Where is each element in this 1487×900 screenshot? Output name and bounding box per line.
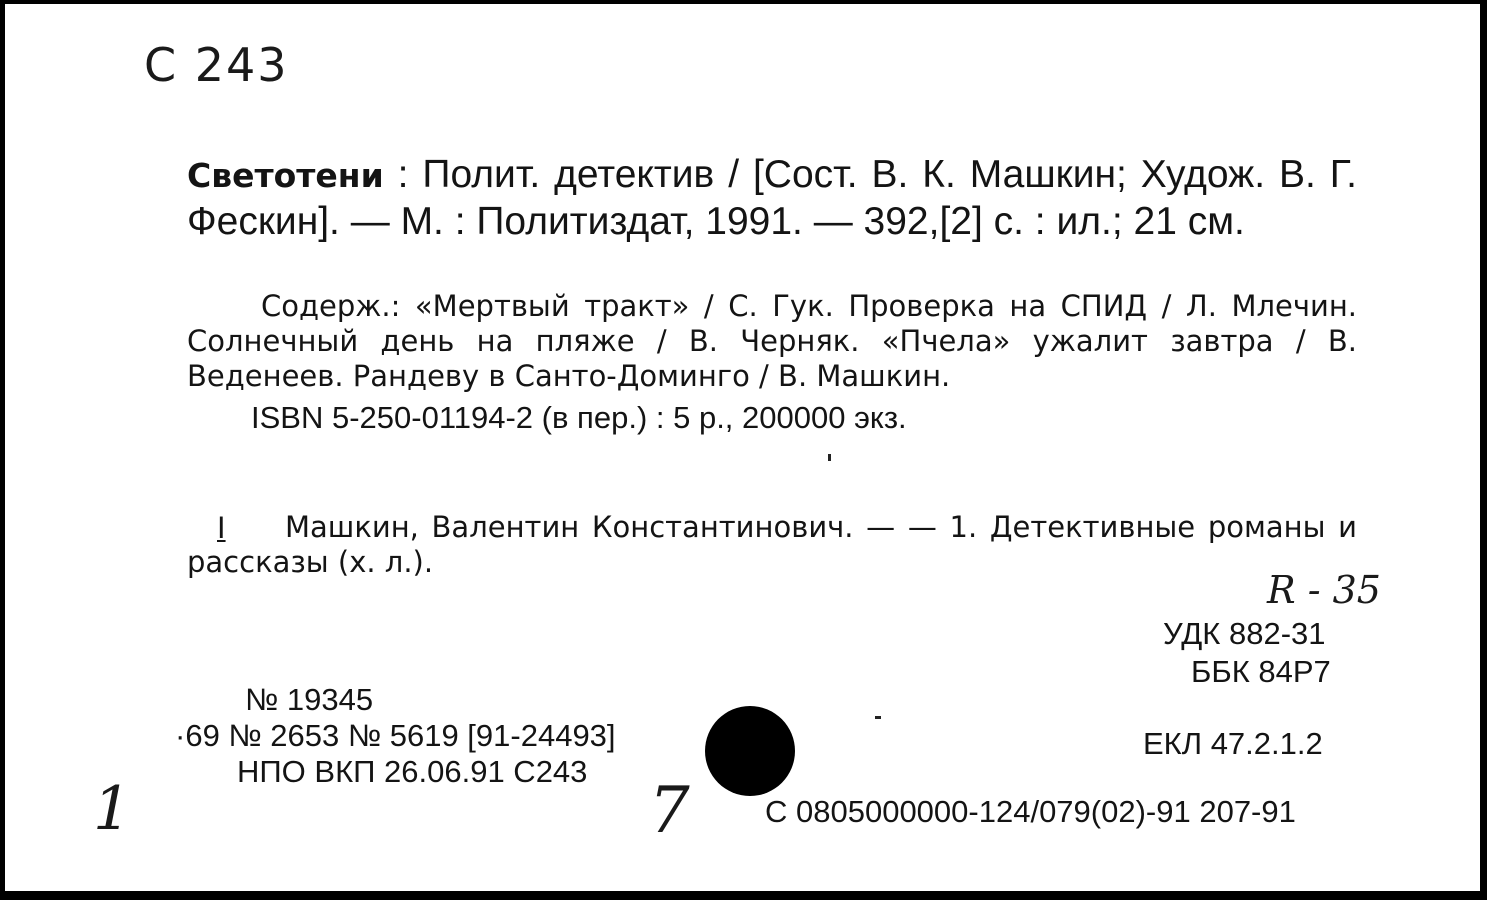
ekl-index: ЕКЛ 47.2.1.2: [1143, 726, 1323, 761]
isbn-line: ISBN 5-250-01194-2 (в пер.) : 5 р., 200000 экз.: [251, 400, 907, 435]
handwritten-mark-right: 7: [649, 774, 690, 848]
print-line: ·69 № 2653 № 5619 [91-24493]: [175, 718, 616, 753]
npo-line: НПО ВКП 26.06.91 С243: [237, 754, 588, 789]
call-number: С 243: [144, 38, 289, 92]
card-border: [0, 891, 1487, 900]
handwritten-mark-left: 1: [93, 774, 132, 844]
contents-note: Содерж.: «Мертвый тракт» / С. Гук. Проверка на СПИД / Л. Млечин. Солнечный день на пляже / В. Черняк. «Пчела» ужалит завтра / В. Веденеев. Рандеву в Санто-Доминго / В. Машкин.: [187, 289, 1357, 393]
bibliographic-description: [187, 152, 1357, 245]
catalog-card: [5, 4, 1480, 891]
bbk-index: ББК 84Р7: [1191, 654, 1331, 689]
print-speck: [875, 716, 881, 719]
added-entry-number: I: [217, 511, 226, 545]
punched-hole: [705, 706, 795, 796]
title-bold: Светотени: [187, 156, 384, 195]
order-number: № 19345: [245, 682, 374, 717]
classification-code: С 0805000000-124/079(02)-91 207-91: [765, 794, 1296, 829]
udk-index: УДК 882-31: [1163, 616, 1326, 651]
handwritten-price: R - 35: [1267, 568, 1381, 612]
subject-heading: Машкин, Валентин Константинович. — — 1. Детективные романы и рассказы (х. л.).: [187, 510, 1357, 579]
title-rest: : Полит. детектив / [Сост. В. К. Машкин; Худож. В. Г. Фескин]. — М. : Политиздат, 1991. — 392,[2] с. : ил.; 21 см.: [187, 153, 1357, 243]
print-speck: [828, 454, 831, 461]
